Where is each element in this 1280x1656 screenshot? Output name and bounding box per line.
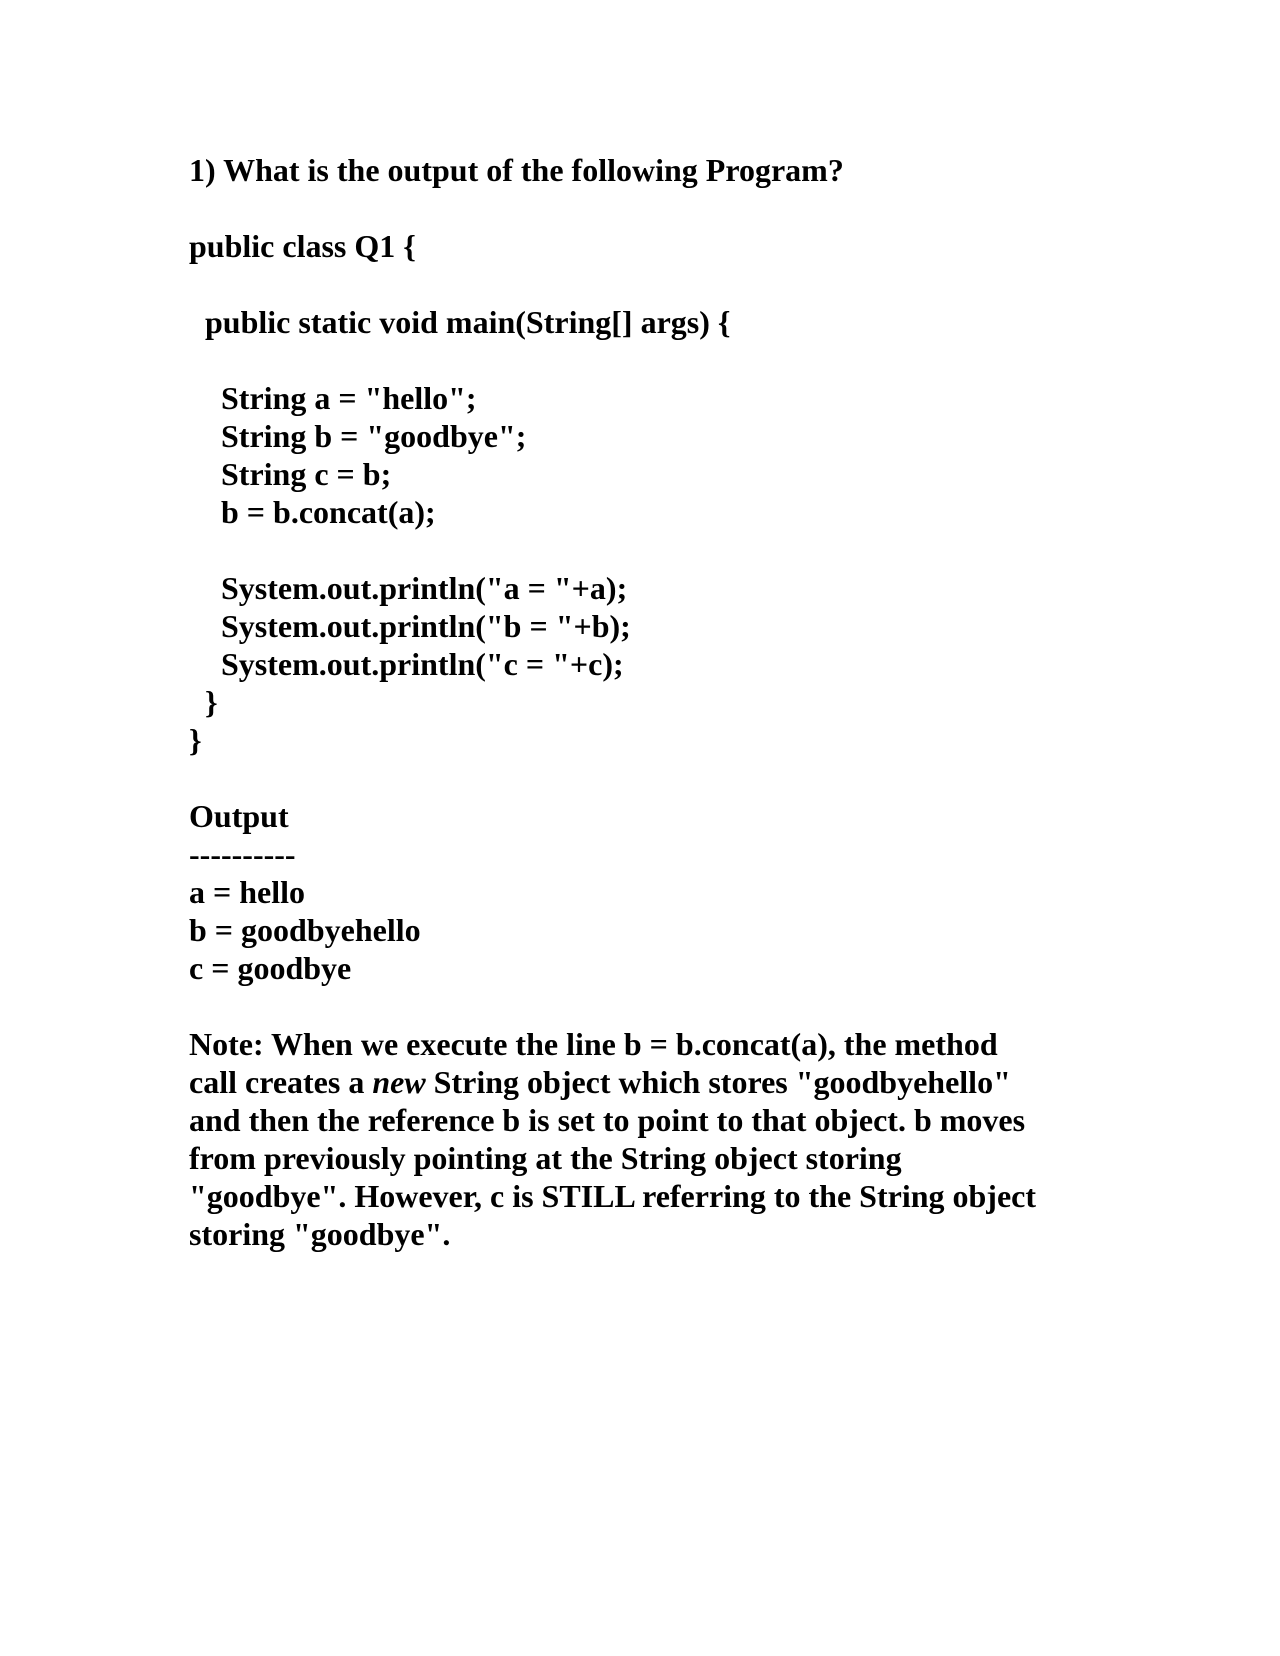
output-heading: Output [189,798,289,834]
code-line-decl-b: String b = "goodbye"; [221,418,527,454]
note-line-3: and then the reference b is set to point to that object. b moves [189,1102,1026,1138]
code-close-class: } [189,722,202,758]
code-class-declaration: public class Q1 { [189,228,416,264]
note-line-5: "goodbye". However, c is STILL referring to the String object [189,1178,1037,1214]
code-close-main: } [205,684,218,720]
code-line-print-a: System.out.println("a = "+a); [221,570,628,606]
note-line-2-before: call creates a [189,1064,373,1100]
question-title: 1) What is the output of the following Program? [189,152,844,188]
note-emphasis-new: new [372,1064,426,1100]
output-line-c: c = goodbye [189,950,352,986]
output-separator: ---------- [189,836,296,872]
note-line-2 [189,1063,1011,1102]
code-line-print-c: System.out.println("c = "+c); [221,646,624,682]
note-line-4: from previously pointing at the String object storing [189,1140,902,1176]
note-line-2-after: String object which stores "goodbyehello" [425,1064,1011,1100]
code-line-print-b: System.out.println("b = "+b); [221,608,631,644]
code-line-decl-c: String c = b; [221,456,392,492]
note-line-6: storing "goodbye". [189,1216,451,1252]
output-line-a: a = hello [189,874,306,910]
code-line-decl-a: String a = "hello"; [221,380,477,416]
note-line-1: Note: When we execute the line b = b.concat(a), the method [189,1026,998,1062]
output-line-b: b = goodbyehello [189,912,421,948]
code-line-concat: b = b.concat(a); [221,494,436,530]
code-main-declaration: public static void main(String[] args) { [205,304,731,340]
